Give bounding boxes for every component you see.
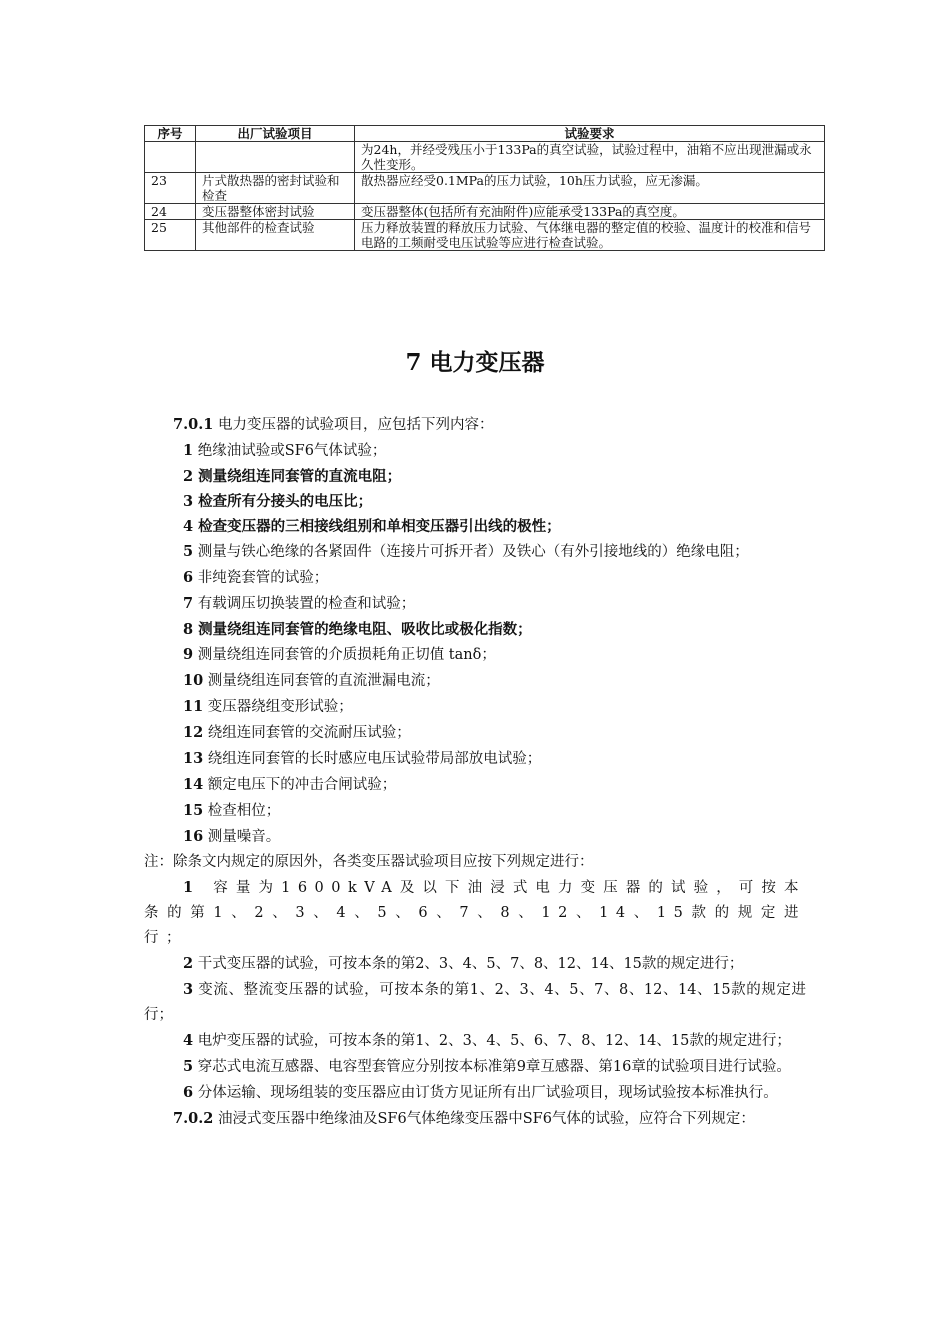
note-text: 干式变压器的试验，可按本条的第2、3、4、5、7、8、12、14、15款的规定进行； bbox=[193, 956, 744, 972]
item-text: 测量与铁心绝缘的各紧固件（连接片可拆开者）及铁心（有外引接地线的）绝缘电阻； bbox=[193, 544, 749, 560]
item-number: 1 bbox=[183, 442, 194, 459]
row-item: 片式散热器的密封试验和检查 bbox=[196, 173, 355, 204]
item-text: 测量绕组连同套管的直流电阻； bbox=[193, 468, 402, 485]
note-text: 穿芯式电流互感器、电容型套管应分别按本标准第9章互感器、第16章的试验项目进行试验。 bbox=[193, 1059, 791, 1075]
note-item bbox=[144, 977, 806, 1028]
clause-text: 电力变压器的试验项目，应包括下列内容： bbox=[213, 417, 494, 433]
factory-test-table bbox=[144, 125, 825, 251]
table-row bbox=[145, 204, 825, 220]
list-item bbox=[144, 464, 806, 489]
row-num bbox=[145, 142, 196, 173]
item-text: 检查所有分接头的电压比； bbox=[193, 493, 373, 510]
note-number: 4 bbox=[183, 1032, 194, 1049]
clause-number: 7.0.2 bbox=[173, 1110, 214, 1127]
section-body bbox=[144, 412, 806, 1132]
item-text: 测量绕组连同套管的绝缘电阻、吸收比或极化指数； bbox=[193, 621, 532, 638]
row-requirement: 变压器整体(包括所有充油附件)应能承受133Pa的真空度。 bbox=[355, 204, 825, 220]
list-item bbox=[144, 746, 806, 772]
note-number: 3 bbox=[183, 981, 194, 998]
note-item bbox=[144, 875, 806, 951]
note-text: 容量为1600kVA及以下油浸式电力变压器的试验，可按本条的第1、2、3、4、5、6、7、8、12、14、15款的规定进行； bbox=[144, 880, 806, 946]
row-num: 24 bbox=[145, 204, 196, 220]
note-text: 电炉变压器的试验，可按本条的第1、2、3、4、5、6、7、8、12、14、15款的规定进行； bbox=[193, 1033, 791, 1049]
item-number: 9 bbox=[183, 646, 194, 663]
clause-text: 油浸式变压器中绝缘油及SF6气体绝缘变压器中SF6气体的试验，应符合下列规定： bbox=[213, 1111, 755, 1127]
table-row bbox=[145, 173, 825, 204]
note-number: 6 bbox=[183, 1084, 194, 1101]
list-item bbox=[144, 489, 806, 514]
item-number: 3 bbox=[183, 493, 194, 510]
clause-7-0-2 bbox=[144, 1106, 806, 1132]
list-item bbox=[144, 720, 806, 746]
list-item bbox=[144, 617, 806, 642]
item-text: 有载调压切换装置的检查和试验； bbox=[193, 596, 416, 612]
list-item bbox=[144, 438, 806, 464]
item-text: 测量噪音。 bbox=[203, 829, 281, 845]
item-number: 4 bbox=[183, 518, 194, 535]
item-number: 6 bbox=[183, 569, 194, 586]
item-text: 变压器绕组变形试验； bbox=[203, 699, 353, 715]
item-number: 12 bbox=[183, 724, 204, 741]
item-text: 检查相位； bbox=[203, 803, 281, 819]
header-requirement: 试验要求 bbox=[355, 126, 825, 142]
note-item bbox=[144, 1080, 806, 1106]
item-number: 14 bbox=[183, 776, 204, 793]
item-number: 5 bbox=[183, 543, 194, 560]
list-item bbox=[144, 772, 806, 798]
item-number: 13 bbox=[183, 750, 204, 767]
note-intro: 注：除条文内规定的原因外，各类变压器试验项目应按下列规定进行： bbox=[144, 854, 594, 870]
note-number: 5 bbox=[183, 1058, 194, 1075]
note-item bbox=[144, 1054, 806, 1080]
item-text: 测量绕组连同套管的介质损耗角正切值 tanδ； bbox=[193, 647, 496, 663]
list-item bbox=[144, 514, 806, 539]
item-number: 16 bbox=[183, 828, 204, 845]
row-item bbox=[196, 142, 355, 173]
row-item: 变压器整体密封试验 bbox=[196, 204, 355, 220]
list-item bbox=[144, 798, 806, 824]
list-item bbox=[144, 694, 806, 720]
item-number: 15 bbox=[183, 802, 204, 819]
item-text: 检查变压器的三相接线组别和单相变压器引出线的极性； bbox=[193, 518, 561, 535]
table-row bbox=[145, 220, 825, 251]
section-title: 7 电力变压器 bbox=[405, 349, 545, 376]
row-requirement: 为24h，并经受残压小于133Pa的真空试验，试验过程中，油箱不应出现泄漏或永久性变形。 bbox=[355, 142, 825, 173]
header-test-item: 出厂试验项目 bbox=[196, 126, 355, 142]
clause-number: 7.0.1 bbox=[173, 416, 214, 433]
item-text: 非纯瓷套管的试验； bbox=[193, 570, 329, 586]
note-text: 分体运输、现场组装的变压器应由订货方见证所有出厂试验项目，现场试验按本标准执行。 bbox=[193, 1085, 778, 1101]
note-number: 1 bbox=[183, 879, 201, 896]
item-text: 测量绕组连同套管的直流泄漏电流； bbox=[203, 673, 440, 689]
table-row bbox=[145, 142, 825, 173]
item-number: 2 bbox=[183, 468, 194, 485]
item-text: 绕组连同套管的长时感应电压试验带局部放电试验； bbox=[203, 751, 542, 767]
list-item bbox=[144, 824, 806, 850]
list-item bbox=[144, 565, 806, 591]
item-text: 绕组连同套管的交流耐压试验； bbox=[203, 725, 411, 741]
item-text: 绝缘油试验或SF6气体试验； bbox=[193, 443, 387, 459]
table-header-row bbox=[145, 126, 825, 142]
note-text: 变流、整流变压器的试验，可按本条的第1、2、3、4、5、7、8、12、14、15款的规定进行； bbox=[144, 982, 806, 1023]
list-item bbox=[144, 539, 806, 565]
list-item bbox=[144, 668, 806, 694]
item-text: 额定电压下的冲击合闸试验； bbox=[203, 777, 397, 793]
row-num: 25 bbox=[145, 220, 196, 251]
row-item: 其他部件的检查试验 bbox=[196, 220, 355, 251]
note-number: 2 bbox=[183, 955, 194, 972]
row-num: 23 bbox=[145, 173, 196, 204]
note-item bbox=[144, 1028, 806, 1054]
item-number: 11 bbox=[183, 698, 204, 715]
row-requirement: 压力释放装置的释放压力试验、气体继电器的整定值的校验、温度计的校准和信号电路的工频耐受电压试验等应进行检查试验。 bbox=[355, 220, 825, 251]
note-item bbox=[144, 951, 806, 977]
list-item bbox=[144, 591, 806, 617]
row-requirement: 散热器应经受0.1MPa的压力试验，10h压力试验，应无渗漏。 bbox=[355, 173, 825, 204]
clause-7-0-1 bbox=[144, 412, 806, 438]
item-number: 8 bbox=[183, 621, 194, 638]
item-number: 10 bbox=[183, 672, 204, 689]
list-item bbox=[144, 642, 806, 668]
item-number: 7 bbox=[183, 595, 194, 612]
header-serial: 序号 bbox=[145, 126, 196, 142]
